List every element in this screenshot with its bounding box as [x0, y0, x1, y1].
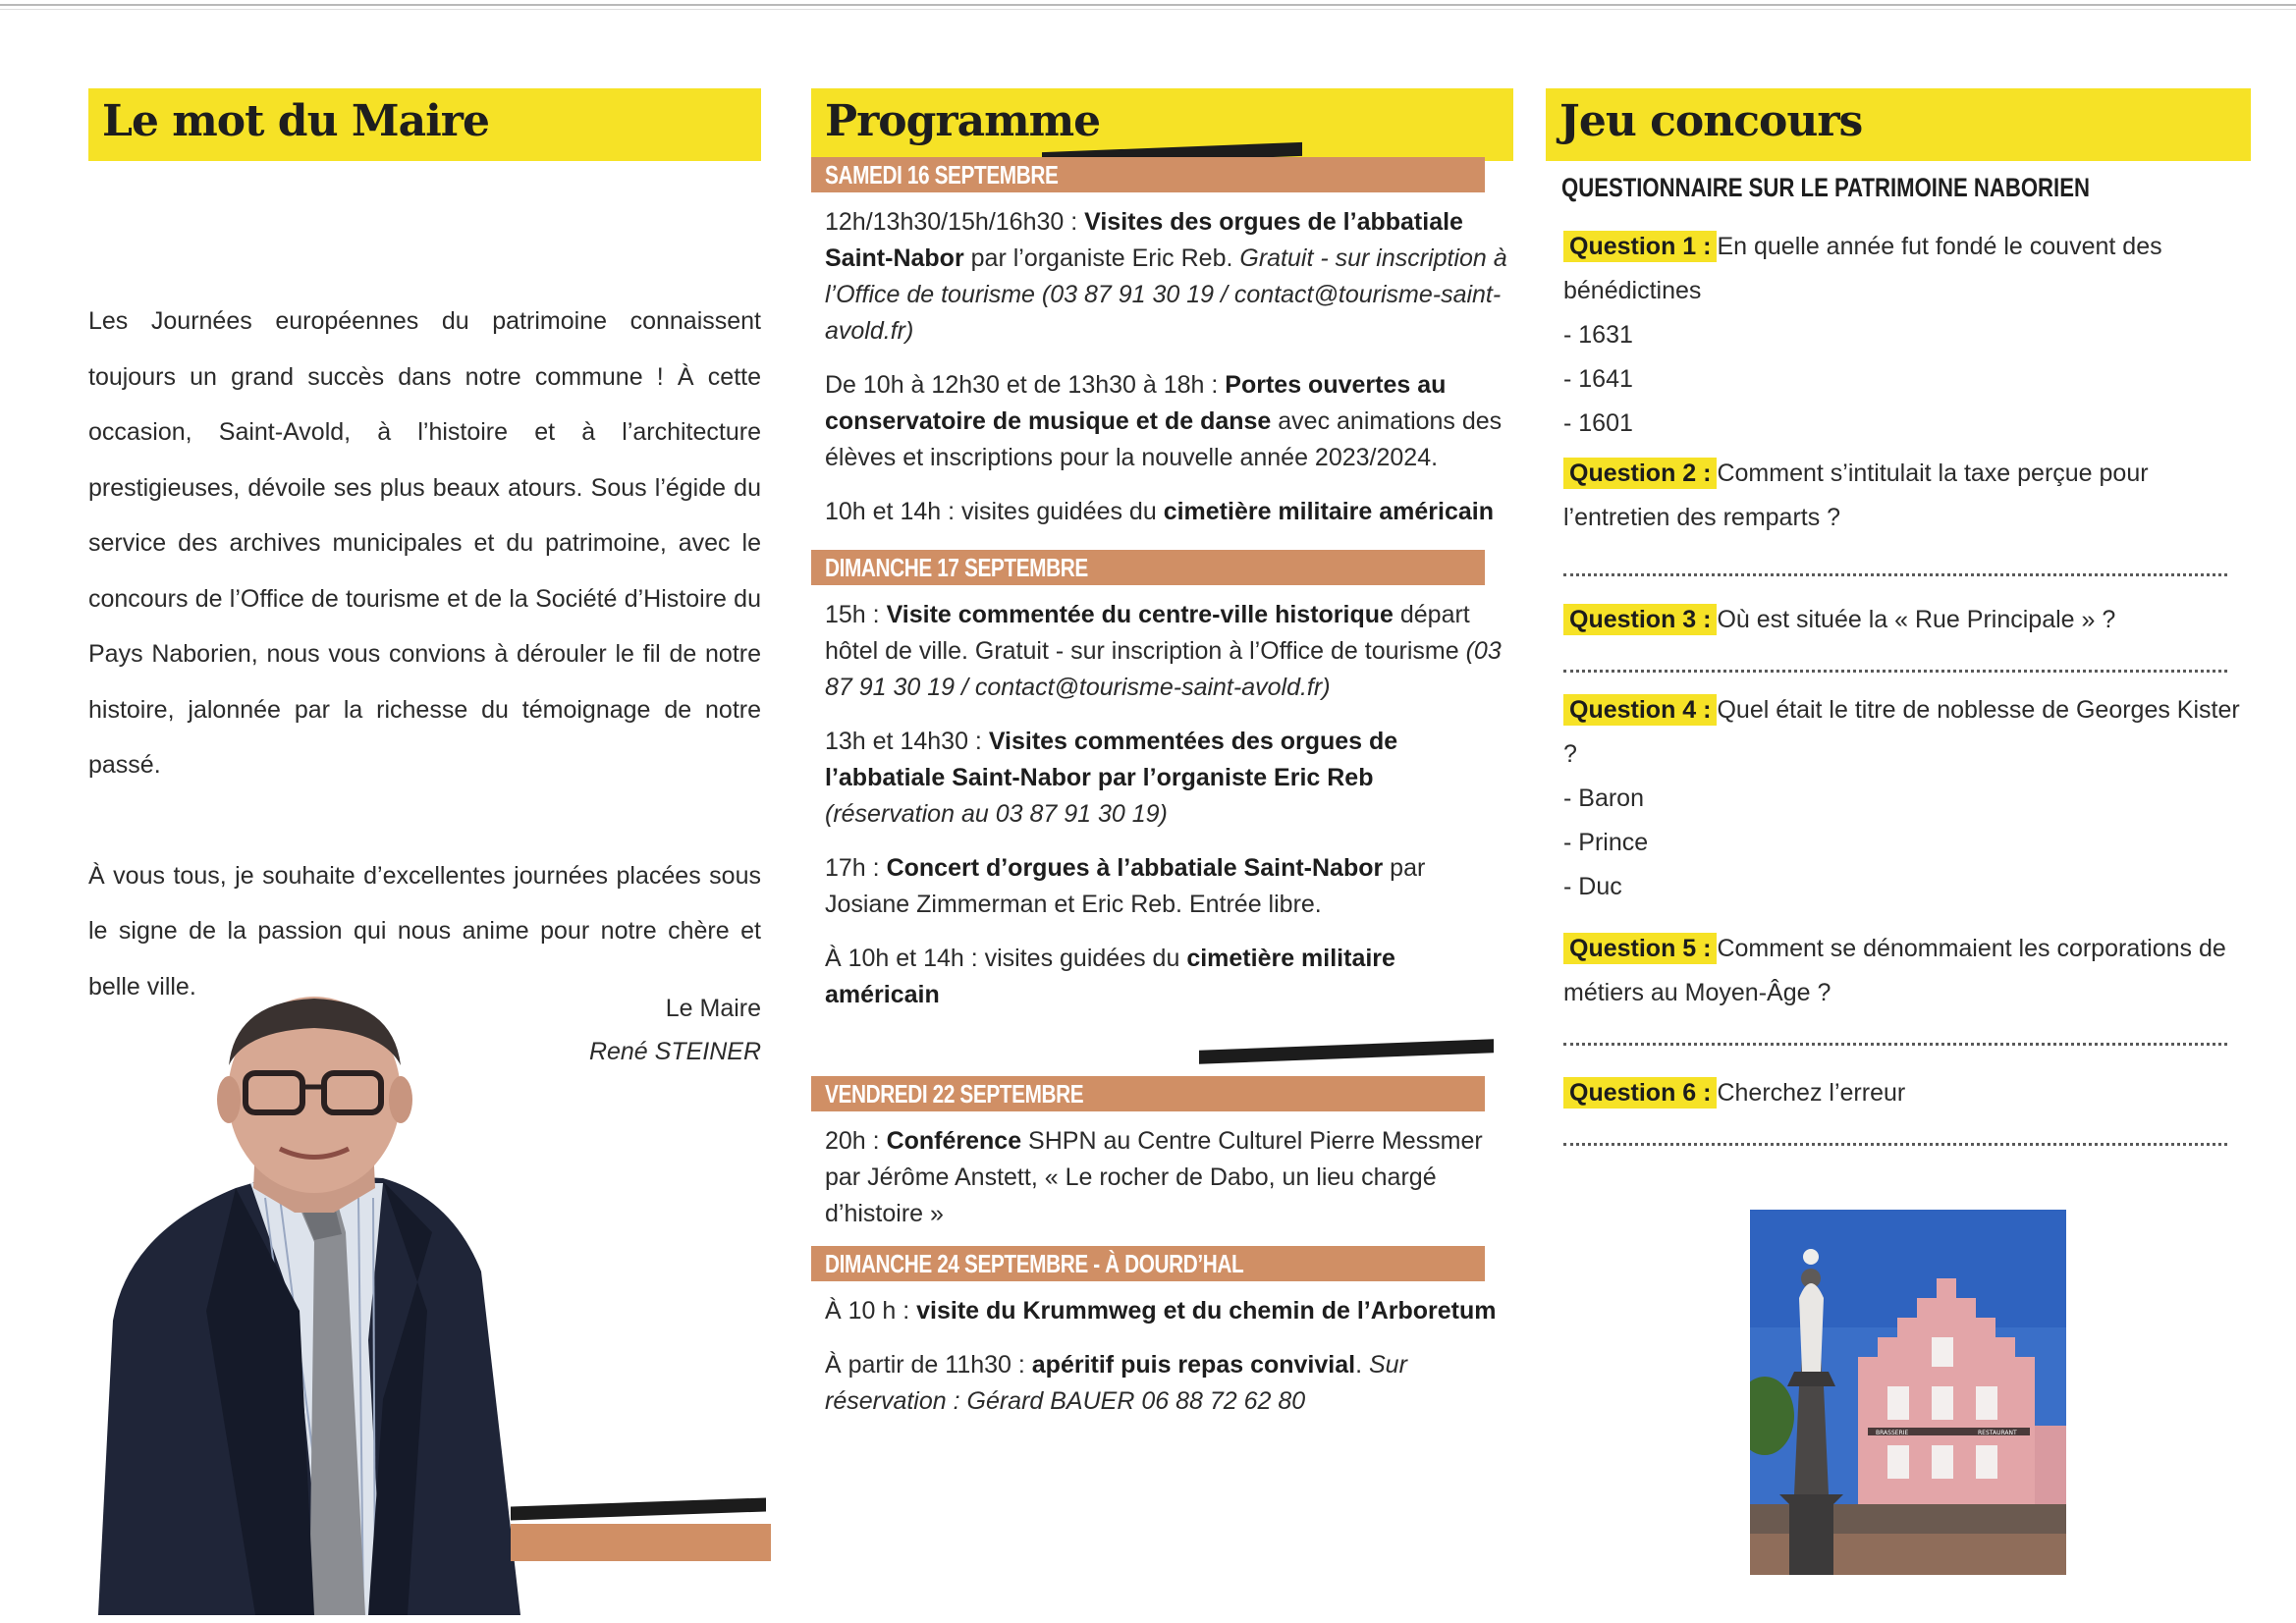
town-photo-illustration — [1750, 1210, 2066, 1575]
event-title: apéritif puis repas convivial — [1031, 1351, 1356, 1379]
day-label: DIMANCHE 24 SEPTEMBRE - À DOURD’HAL — [825, 1249, 1244, 1278]
event-time: À 10h et 14h : visites guidées du — [825, 945, 1187, 972]
event-item — [825, 597, 1513, 706]
question-4 — [1546, 688, 2251, 909]
event-item — [825, 724, 1513, 833]
event-note: (03 87 91 30 19 / contact@tourisme-saint-avold.fr) — [825, 637, 1502, 701]
question-label: Question 5 : — [1563, 933, 1717, 964]
day-banner — [811, 157, 1485, 192]
contest-section — [1546, 88, 2251, 1146]
mayor-paragraph-1: Les Journées européennes du patrimoine connaissent toujours un grand succès dans notre commune ! À cette occasion, Saint-Avold, à l’histoire et à l’architecture prestigieuses, dévoile ses plus beaux atours. Sous l’égide du service des archives municipales et du patrimoine, avec le concours de l’Office de tourisme et de la Société d’Histoire du Pays Naborien, nous vous convions à dérouler le fil de notre histoire, jalonnée par la richesse du témoignage de notre passé. — [88, 307, 761, 779]
day-banner — [811, 1076, 1485, 1111]
question-label: Question 1 : — [1563, 231, 1717, 262]
question-label: Question 6 : — [1563, 1077, 1717, 1109]
mayor-portrait-illustration — [88, 987, 530, 1615]
answer-option: - 1601 — [1563, 409, 1633, 437]
event-title: Visites commentées des orgues de l’abbatiale Saint-Nabor par l’organiste Eric Reb — [825, 728, 1398, 791]
day-banner — [811, 550, 1485, 585]
question-2 — [1546, 452, 2251, 576]
decor-spacer — [811, 1031, 1513, 1070]
event-title: Conférence — [886, 1127, 1022, 1155]
event-text: . — [1355, 1351, 1369, 1379]
event-item — [825, 941, 1513, 1013]
answer-line[interactable] — [1563, 560, 2227, 576]
mayor-section — [88, 88, 761, 1065]
event-time: De 10h à 12h30 et de 13h30 à 18h : — [825, 371, 1226, 399]
event-title: Visites des orgues de l’abbatiale Saint-Nabor — [825, 208, 1463, 272]
answer-option: - Duc — [1563, 873, 1622, 900]
photo-sign-right: RESTAURANT — [1978, 1430, 2017, 1436]
question-1 — [1546, 225, 2251, 446]
answer-line[interactable] — [1563, 1029, 2227, 1046]
question-label: Question 3 : — [1563, 604, 1717, 635]
event-note: Sur réservation : Gérard BAUER 06 88 72 62 80 — [825, 1351, 1407, 1415]
question-label: Question 4 : — [1563, 694, 1717, 726]
answer-option: - 1631 — [1563, 321, 1633, 349]
event-time: 15h : — [825, 601, 887, 628]
event-time: 12h/13h30/15h/16h30 : — [825, 208, 1085, 236]
programme-section — [811, 88, 1513, 1437]
day-label: VENDREDI 22 SEPTEMBRE — [825, 1079, 1084, 1109]
decor-black-stroke — [511, 1497, 766, 1520]
town-photo — [1750, 1210, 2066, 1575]
mayor-name: René STEINER — [588, 1038, 761, 1065]
contest-heading-bar — [1546, 88, 2251, 161]
question-6 — [1546, 1071, 2251, 1146]
mayor-portrait — [88, 987, 530, 1615]
event-text: par Josiane Zimmerman et Eric Reb. Entrée libre. — [825, 854, 1426, 918]
event-item — [825, 367, 1513, 476]
event-title: Portes ouvertes au conservatoire de musique et de danse — [825, 371, 1447, 435]
contest-subtitle-wrap — [1561, 173, 2251, 203]
question-text: Comment s’intitulait la taxe perçue pour l’entretien des remparts ? — [1563, 460, 2149, 531]
day-banner — [811, 1246, 1485, 1281]
answer-option: - Prince — [1563, 829, 1649, 856]
contest-subtitle: QUESTIONNAIRE SUR LE PATRIMOINE NABORIEN — [1561, 173, 2090, 202]
question-text: Où est située la « Rue Principale » ? — [1717, 606, 2116, 633]
event-note: Gratuit - sur inscription à l’Office de tourisme (03 87 91 30 19 / contact@tourisme-saint-avold.fr) — [825, 244, 1507, 345]
event-time: À 10 h : — [825, 1297, 917, 1325]
day-block-vendredi — [811, 1070, 1513, 1123]
decor-copper-bar — [511, 1524, 771, 1561]
scan-top-border — [0, 4, 2296, 6]
event-item — [825, 850, 1513, 923]
answer-line[interactable] — [1563, 656, 2227, 673]
event-title: Visite commentée du centre-ville historique — [886, 601, 1394, 628]
event-title: Concert d’orgues à l’abbatiale Saint-Nabor — [886, 854, 1384, 882]
event-title: cimetière militaire américain — [1163, 498, 1494, 525]
answer-option: - Baron — [1563, 784, 1644, 812]
mayor-text — [88, 294, 761, 1014]
event-title: visite du Krummweg et du chemin de l’Arboretum — [916, 1297, 1497, 1325]
day-block-samedi — [811, 151, 1513, 204]
event-text: avec animations des élèves et inscriptions pour la nouvelle année 2023/2024. — [825, 407, 1503, 471]
question-text: Quel était le titre de noblesse de Georges Kister ? — [1563, 696, 2240, 768]
question-text: En quelle année fut fondé le couvent des bénédictines — [1563, 233, 2162, 304]
question-text: Cherchez l’erreur — [1717, 1079, 1906, 1107]
event-time: 20h : — [825, 1127, 887, 1155]
event-text: départ hôtel de ville. Gratuit - sur inscription à l’Office de tourisme — [825, 601, 1470, 665]
day-label: SAMEDI 16 SEPTEMBRE — [825, 160, 1059, 189]
event-time: 10h et 14h : visites guidées du — [825, 498, 1164, 525]
event-time: À partir de 11h30 : — [825, 1351, 1032, 1379]
event-item — [825, 204, 1513, 350]
event-item — [825, 1123, 1513, 1232]
mayor-role: Le Maire — [665, 995, 761, 1022]
contest-heading: Jeu concours — [1559, 96, 1863, 146]
event-text: SHPN au Centre Culturel Pierre Messmer par Jérôme Anstett, « Le rocher de Dabo, un lieu chargé d’histoire » — [825, 1127, 1483, 1227]
event-item — [825, 494, 1513, 530]
mayor-paragraph-2: À vous tous, je souhaite d’excellentes journées placées sous le signe de la passion qui nous anime pour notre chère et belle ville. — [88, 861, 761, 1001]
question-3 — [1546, 598, 2251, 673]
day-label: DIMANCHE 17 SEPTEMBRE — [825, 553, 1088, 582]
decor-black-stroke — [1199, 1039, 1494, 1064]
question-label: Question 2 : — [1563, 458, 1717, 489]
event-time: 17h : — [825, 854, 887, 882]
answer-option: - 1641 — [1563, 365, 1633, 393]
question-text: Comment se dénommaient les corporations de métiers au Moyen-Âge ? — [1563, 935, 2226, 1006]
event-text: par l’organiste Eric Reb. — [963, 244, 1240, 272]
event-time: 13h et 14h30 : — [825, 728, 989, 755]
mayor-heading: Le mot du Maire — [102, 96, 489, 146]
mayor-signature — [589, 987, 761, 1073]
answer-line[interactable] — [1563, 1129, 2227, 1146]
photo-sign-left: BRASSERIE — [1876, 1430, 1909, 1436]
programme-heading: Programme — [825, 96, 1101, 146]
event-note: (réservation au 03 87 91 30 19) — [825, 800, 1168, 828]
event-item — [825, 1347, 1513, 1420]
scan-top-border-thin — [0, 9, 2296, 10]
event-item — [825, 1293, 1513, 1329]
question-5 — [1546, 927, 2251, 1046]
event-title: cimetière militaire américain — [825, 945, 1395, 1008]
day-block-dimanche-24 — [811, 1240, 1513, 1293]
mayor-heading-bar — [88, 88, 761, 161]
day-block-dimanche-17 — [811, 544, 1513, 597]
